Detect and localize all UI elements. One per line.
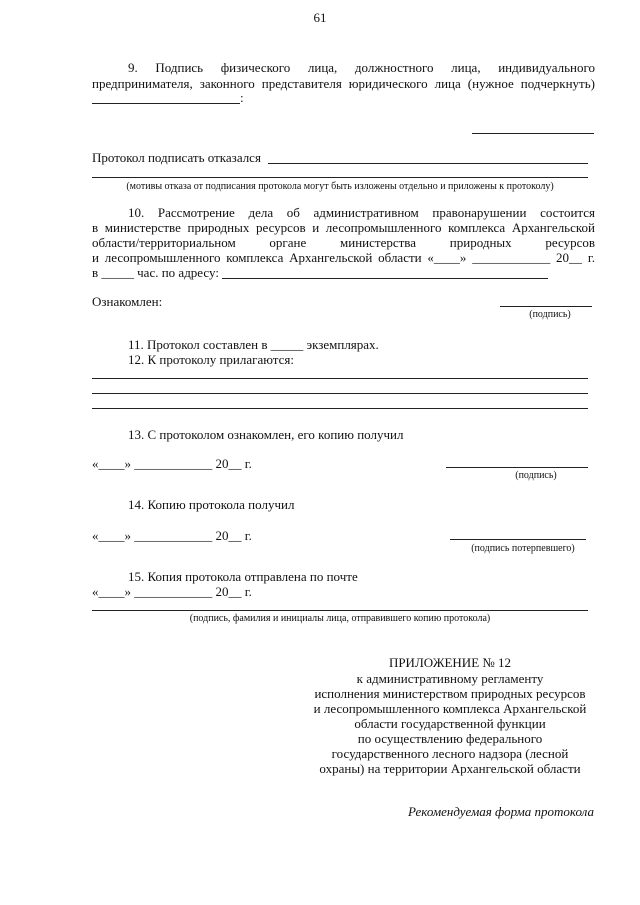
item9-colon: : bbox=[240, 90, 244, 105]
item10-line1: 10. Рассмотрение дела об административном правонарушении состоится bbox=[128, 205, 595, 220]
recommended-form-label: Рекомендуемая форма протокола bbox=[408, 804, 594, 819]
item12-line-1[interactable] bbox=[92, 378, 588, 379]
item15-date: «____» ____________ 20__ г. bbox=[92, 584, 252, 599]
item9-line1: 9. Подпись физического лица, должностного лица, индивидуального bbox=[128, 60, 595, 75]
item11: 11. Протокол составлен в _____ экземплярах. bbox=[128, 337, 379, 352]
acquainted-label: Ознакомлен: bbox=[92, 294, 163, 309]
item13-date: «____» ____________ 20__ г. bbox=[92, 456, 252, 471]
item15-signature-line[interactable] bbox=[92, 610, 588, 611]
item14-text: 14. Копию протокола получил bbox=[128, 497, 295, 512]
appendix-line: к административному регламенту bbox=[356, 671, 544, 686]
appendix-line: по осуществлению федерального bbox=[357, 731, 543, 746]
refusal-line-1[interactable] bbox=[268, 163, 588, 164]
item14-date: «____» ____________ 20__ г. bbox=[92, 528, 252, 543]
item15-caption: (подпись, фамилия и инициалы лица, отправившего копию протокола) bbox=[189, 613, 491, 624]
refusal-line-2[interactable] bbox=[92, 177, 588, 178]
page-number: 61 bbox=[313, 10, 327, 25]
item13-signature-line[interactable] bbox=[446, 467, 588, 468]
acquainted-caption: (подпись) bbox=[529, 309, 571, 320]
appendix-line: охраны) на территории Архангельской области bbox=[319, 761, 581, 776]
acquainted-signature-line[interactable] bbox=[500, 306, 592, 307]
appendix-title: ПРИЛОЖЕНИЕ № 12 bbox=[388, 655, 512, 670]
item10-line2: в министерстве природных ресурсов и лесопромышленного комплекса Архангельской bbox=[92, 220, 595, 235]
item12: 12. К протоколу прилагаются: bbox=[128, 352, 294, 367]
item14-caption: (подпись потерпевшего) bbox=[471, 543, 575, 554]
refusal-label: Протокол подписать отказался bbox=[92, 150, 261, 165]
item9-blank-line[interactable] bbox=[92, 103, 240, 104]
item15-text: 15. Копия протокола отправлена по почте bbox=[128, 569, 358, 584]
item12-line-2[interactable] bbox=[92, 393, 588, 394]
item14-signature-line[interactable] bbox=[450, 539, 586, 540]
item9-line2: предпринимателя, законного представителя юридического лица (нужное подчеркнуть) bbox=[92, 76, 595, 91]
refusal-note: (мотивы отказа от подписания протокола могут быть изложены отдельно и приложены к протоколу) bbox=[126, 181, 554, 192]
appendix-line: и лесопромышленного комплекса Архангельской bbox=[313, 701, 587, 716]
item9-signature-line[interactable] bbox=[472, 133, 594, 134]
appendix-line: области государственной функции bbox=[354, 716, 546, 731]
item13-text: 13. С протоколом ознакомлен, его копию получил bbox=[128, 427, 404, 442]
item10-address-label: в _____ час. по адресу: bbox=[92, 265, 219, 280]
item12-line-3[interactable] bbox=[92, 408, 588, 409]
item10-address-line[interactable] bbox=[222, 278, 548, 279]
item10-line4: и лесопромышленного комплекса Архангельской области «____» ____________ 20__ г. bbox=[92, 250, 595, 265]
appendix-line: исполнения министерством природных ресурсов bbox=[314, 686, 586, 701]
item13-caption: (подпись) bbox=[515, 470, 557, 481]
item10-line3: области/территориальном органе министерства природных ресурсов bbox=[92, 235, 595, 250]
appendix-line: государственного лесного надзора (лесной bbox=[331, 746, 569, 761]
